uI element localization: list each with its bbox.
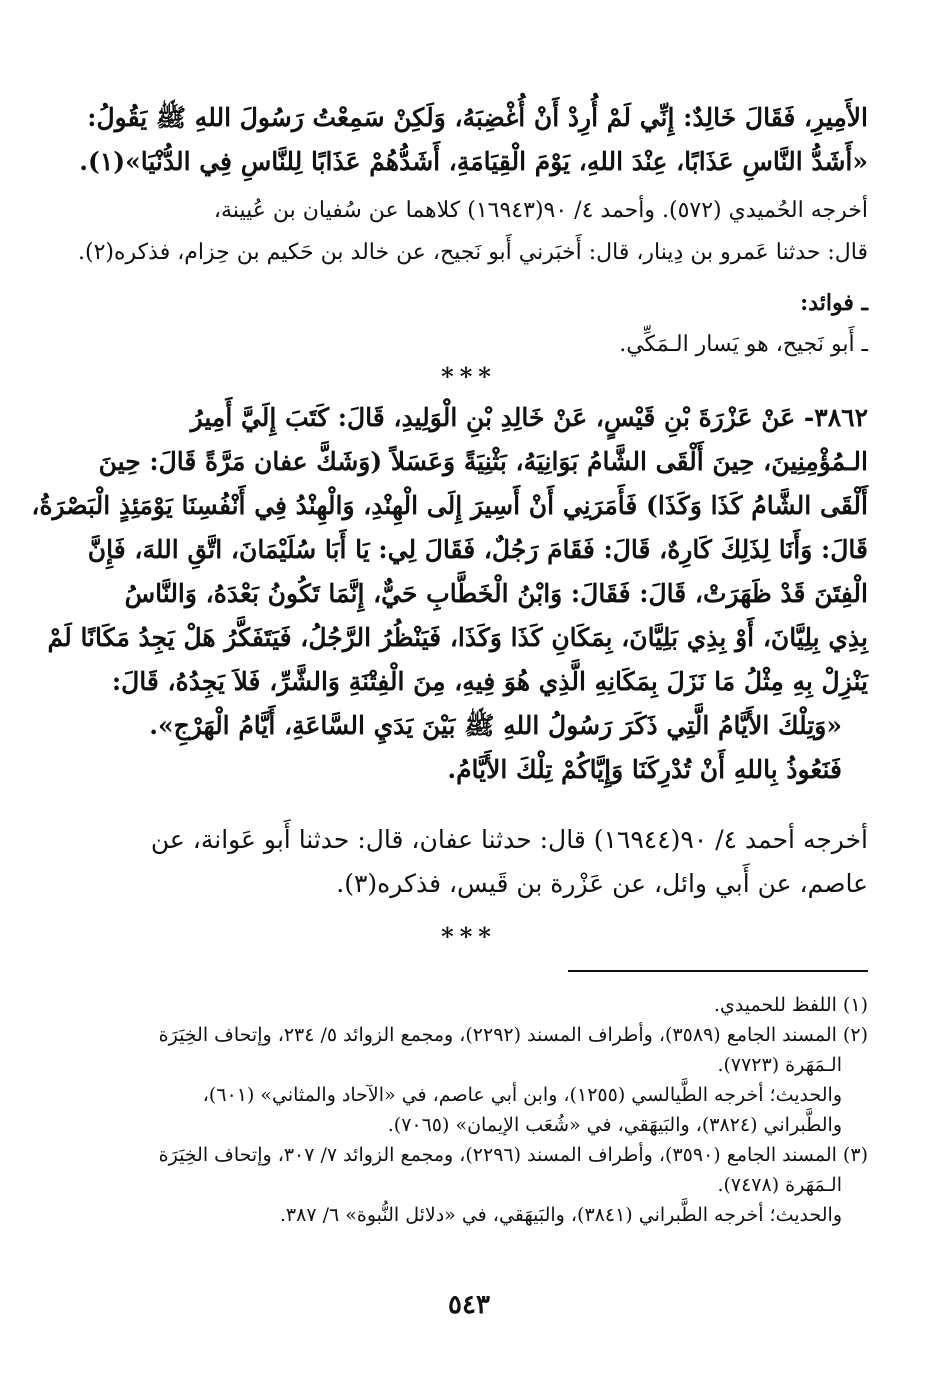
- text-line: الـمُؤْمِنِينَ، حِينَ أَلْقَى الشَّامُ بَوَانِيَهُ، بَثْنِيَةً وَعَسَلاً (وَشَكَّ عفان مَرَّةً قَالَ: حِينَ: [98, 447, 868, 476]
- text-line: بِذِي بِلِيَّانَ، أَوْ بِذِي بَلِيَّانَ، بِمَكَانِ كَذَا وَكَذَا، فَيَنْظُرُ الرَّجُلُ، فَيَتَفَكَّرُ هَلْ يَجِدُ مَكَانًا لَمْ: [47, 623, 868, 652]
- footnotes: [128, 990, 868, 1230]
- text-line: الأَمِيرِ، فَقَالَ خَالِدٌ: إِنِّي لَمْ أُرِدْ أَنْ أُغْضِبَهُ، وَلَكِنْ سَمِعْتُ رَسُولَ اللهِ ﷺ يَقُولُ:: [87, 103, 868, 132]
- text-line: أخرجه الحُميدي (٥٧٢). وأحمد ٤/ ٩٠(١٦٩٤٣) كلاهما عن سُفيان بن عُيينة،: [213, 198, 868, 223]
- footnote-line: والحديث؛ أخرجه الطَّبراني (٣٨٤١)، والبَيهَقي، في «دلائل النُّبوة» ٦/ ٣٨٧.: [279, 1204, 842, 1226]
- hadith-3862: [31, 396, 868, 792]
- text-line: «وَتِلْكَ الأَيَّامُ الَّتِي ذَكَرَ رَسُولُ اللهِ ﷺ بَيْنَ يَدَيِ السَّاعَةِ، أَيَّامُ الْهَرْجِ».: [149, 711, 842, 740]
- footnote-line: والطَّبراني (٣٨٢٤)، والبَيهَقي، في «شُعَب الإيمان» (٧٠٦٥).: [387, 1114, 842, 1136]
- takhrij-reference: [128, 818, 868, 906]
- footnote-line: (٣) المسند الجامع (٣٥٩٠)، وأطراف المسند (٢٢٩٦)، ومجمع الزوائد ٧/ ٣٠٧، وإتحاف الخِيَرَة: [158, 1144, 868, 1166]
- footnote-line: (١) اللفظ للحميدي.: [713, 994, 868, 1016]
- footnote-rule: [568, 970, 868, 972]
- footnote-line: الـمَهَرة (٧٧٢٣).: [717, 1054, 842, 1076]
- text-line: فَنَعُوذُ بِاللهِ أَنْ تُدْرِكَنَا وَإِيَّاكُمْ تِلْكَ الأَيَّامُ.: [447, 755, 842, 784]
- text-line: «أَشَدُّ النَّاسِ عَذَابًا، عِنْدَ اللهِ، يَوْمَ الْقِيَامَةِ، أَشَدُّهُمْ عَذَابًا لِلنَّاسِ فِي الدُّنْيَا»(١).: [79, 147, 868, 176]
- fawaid-section: [128, 282, 868, 366]
- text-line: عاصم، عن أَبي وائل، عن عَزْرة بن قَيس، فذكره(٣).: [336, 869, 868, 898]
- section-separator: ***: [441, 922, 497, 951]
- text-line: قَالَ: وَأَنَا لِذَلِكَ كَارِهٌ، قَالَ: فَقَامَ رَجُلٌ، فَقَالَ لِي: يَا أَبَا سُلَيْمَانَ، اتَّقِ اللهَ، فَإِنَّ: [87, 535, 868, 564]
- footnote-line: الـمَهَرة (٧٤٧٨).: [717, 1174, 842, 1196]
- hadith-continuation: [79, 96, 868, 184]
- text-line: أخرجه أحمد ٤/ ٩٠(١٦٩٤٤) قال: حدثنا عفان، قال: حدثنا أَبو عَوانة، عن: [150, 825, 868, 854]
- text-line: أَلْقَى الشَّامُ كَذَا وَكَذَا) فَأَمَرَنِي أَنْ أَسِيرَ إِلَى الْهِنْدِ، وَالْهِنْدُ فِي أَنْفُسِنَا يَوْمَئِذٍ الْبَصْرَةُ،: [31, 491, 868, 520]
- text-line: ٣٨٦٢- عَنْ عَزْرَةَ بْنِ قَيْسٍ، عَنْ خَالِدِ بْنِ الْوَلِيدِ، قَالَ: كَتَبَ إِلَيَّ أَمِيرُ: [190, 403, 868, 432]
- text-line: الْفِتَنَ قَدْ ظَهَرَتْ، قَالَ: فَقَالَ: وَابْنُ الْخَطَّابِ حَيٌّ، إِنَّمَا تَكُونُ بَعْدَهُ، وَالنَّاسُ: [124, 579, 868, 608]
- text-line: يَنْزِلْ بِهِ مِثْلُ مَا نَزَلَ بِمَكَانِهِ الَّذِي هُوَ فِيهِ، مِنَ الْفِتْنَةِ وَالشَّرِّ، فَلاَ يَجِدُهُ، قَالَ:: [111, 667, 868, 696]
- page-number: ٥٤٣: [448, 1290, 490, 1320]
- takhrij-reference: [78, 190, 868, 274]
- section-separator: ***: [441, 362, 497, 391]
- fawaid-heading: ـ فوائد:: [800, 290, 868, 316]
- fawaid-item: ـ أَبو نَجيح، هو يَسار الـمَكِّي.: [619, 332, 868, 357]
- footnote-line: (٢) المسند الجامع (٣٥٨٩)، وأطراف المسند (٢٢٩٢)، ومجمع الزوائد ٥/ ٢٣٤، وإتحاف الخِيَرَة: [158, 1024, 868, 1046]
- footnote-line: والحديث؛ أخرجه الطَّيالسي (١٢٥٥)، وابن أبي عاصم، في «الآحاد والمثاني» (٦٠١)،: [202, 1084, 842, 1106]
- text-line: قال: حدثنا عَمرو بن دِينار، قال: أَخبَرني أَبو نَجيح، عن خالد بن حَكيم بن حِزام، فذكره(٢).: [78, 240, 868, 265]
